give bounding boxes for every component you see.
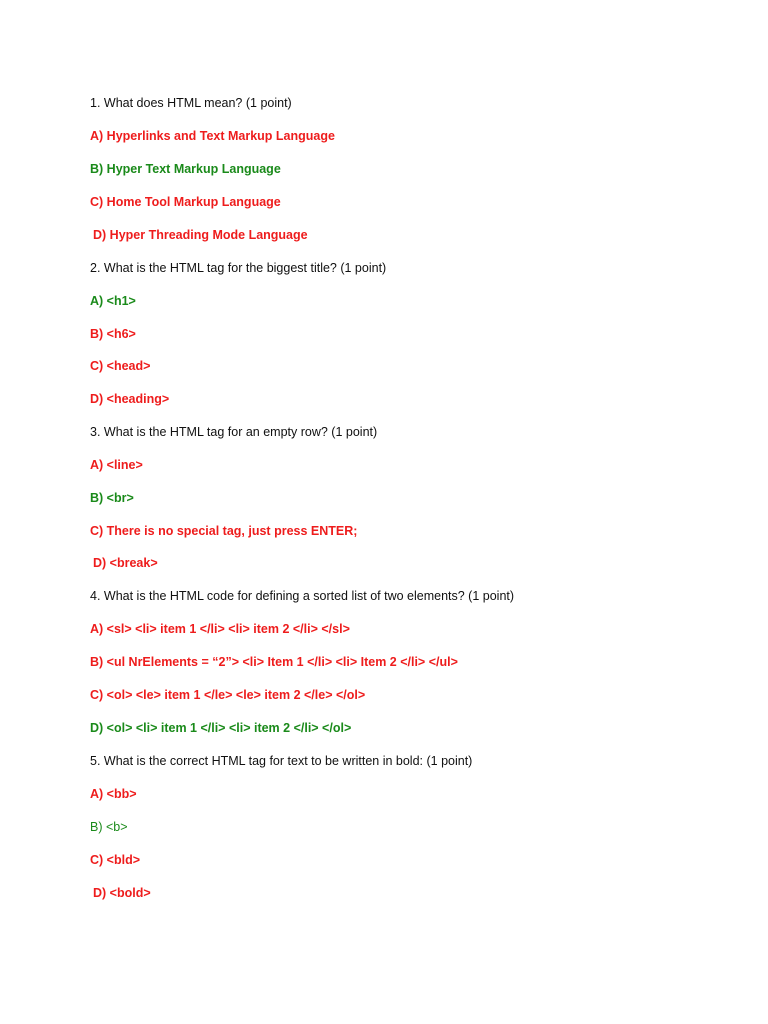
question-3-option-a: A) <line>	[90, 458, 143, 472]
question-1-option-a: A) Hyperlinks and Text Markup Language	[90, 129, 335, 143]
question-2-option-a: A) <h1>	[90, 294, 136, 308]
question-3-option-d: D) <break>	[93, 556, 158, 570]
question-3-option-c: C) There is no special tag, just press ENTER;	[90, 524, 358, 538]
question-4-text: 4. What is the HTML code for defining a sorted list of two elements? (1 point)	[90, 589, 515, 603]
question-5-option-d: D) <bold>	[93, 886, 151, 900]
question-5-text: 5. What is the correct HTML tag for text to be written in bold: (1 point)	[90, 754, 473, 768]
question-4-option-b: B) <ul NrElements = “2”> <li> Item 1 </li> <li> Item 2 </li> </ul>	[90, 655, 458, 669]
question-2-option-d: D) <heading>	[90, 392, 170, 406]
question-5-option-b: B) <b>	[90, 820, 128, 834]
question-2-option-b: B) <h6>	[90, 327, 136, 341]
question-3-text: 3. What is the HTML tag for an empty row? (1 point)	[90, 425, 378, 439]
question-1-option-b: B) Hyper Text Markup Language	[90, 162, 281, 176]
question-4-option-a: A) <sl> <li> item 1 </li> <li> item 2 </li> </sl>	[90, 622, 350, 636]
question-4-option-c: C) <ol> <le> item 1 </le> <le> item 2 </le> </ol>	[90, 688, 366, 702]
question-2-text: 2. What is the HTML tag for the biggest title? (1 point)	[90, 261, 387, 275]
question-2-option-c: C) <head>	[90, 359, 151, 373]
question-5-option-a: A) <bb>	[90, 787, 137, 801]
question-5-option-c: C) <bld>	[90, 853, 141, 867]
question-1-text: 1. What does HTML mean? (1 point)	[90, 96, 292, 110]
question-3-option-b: B) <br>	[90, 491, 134, 505]
question-1-option-c: C) Home Tool Markup Language	[90, 195, 281, 209]
question-4-option-d: D) <ol> <li> item 1 </li> <li> item 2 </li> </ol>	[90, 721, 352, 735]
question-1-option-d: D) Hyper Threading Mode Language	[93, 228, 308, 242]
